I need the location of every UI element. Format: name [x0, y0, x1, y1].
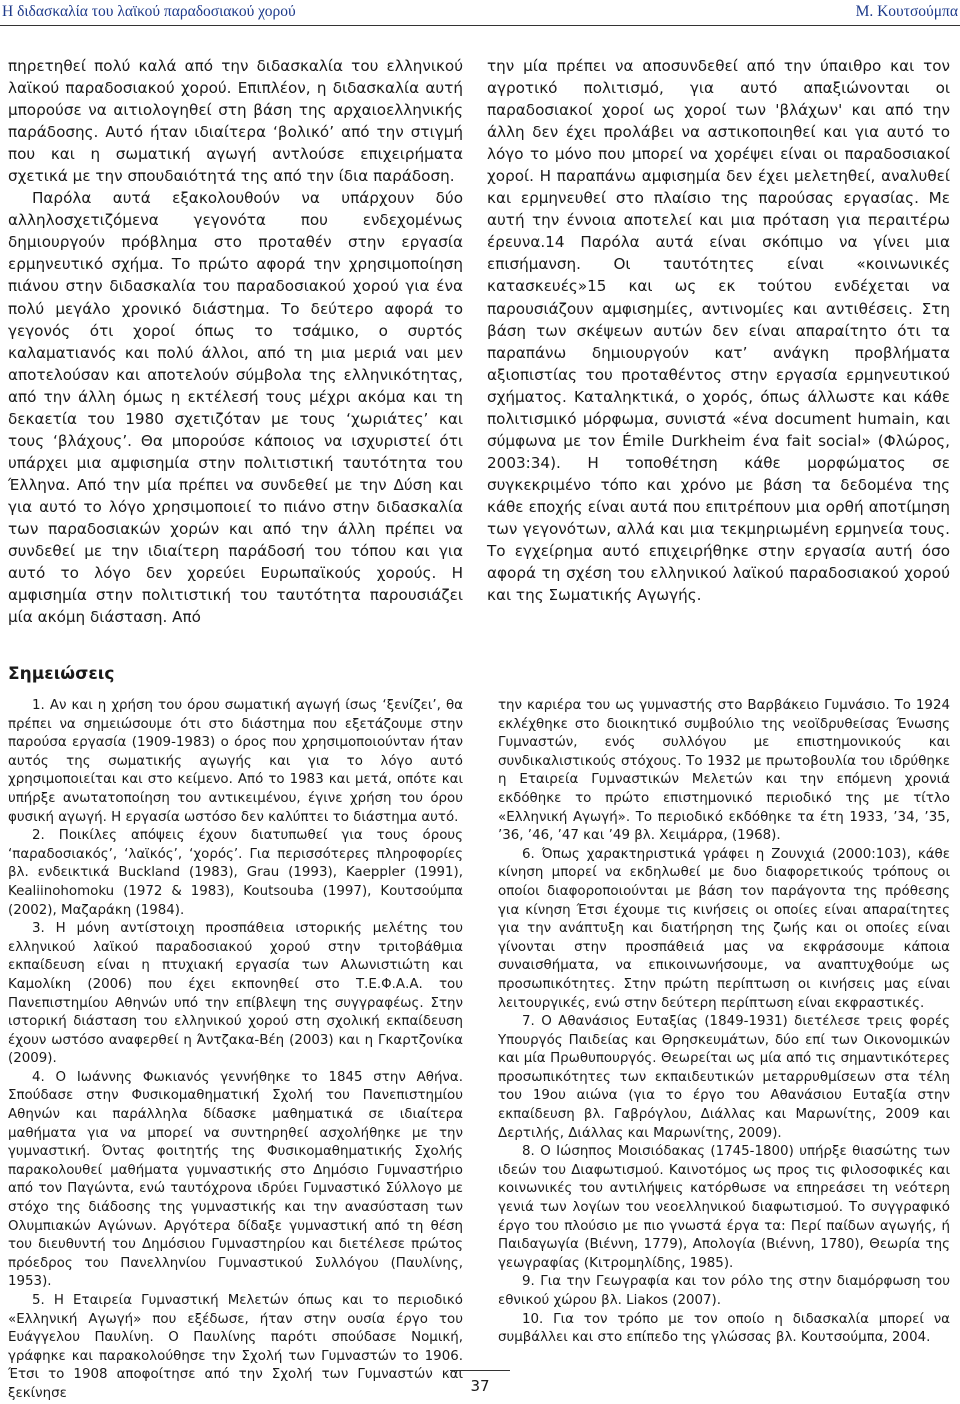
footnote: 8. Ο Ιώσηπος Μοισιόδακας (1745-1800) υπήρξε θιασώτης των ιδεών του Διαφωτισμού. Καινοτόμος ως προς τις φιλοσοφικές και κοινωνικές του αντιλήψεις κατόρθωσε να επηρεάσει τη νεότερη γενιά των λογίων του νεοελληνικού διαφωτισμού. Το συγγραφικό έργο του πλούσιο με πιο γνωστά έργα τα: Περί παίδων αγωγής, ή Παιδαγωγία (Βιέννη, 1779), Απολογία (Βιέννη, 1780), Θεωρία της γεωγραφίας (Κιτρομηλίδης, 1985).	[498, 1144, 950, 1271]
notes-column-left	[8, 697, 463, 1404]
footnote: 10. Για τον τρόπο με τον οποίο η διδασκαλία μπορεί να συμβάλλει και στο επίπεδο της γλώσσας βλ. Κουτσούμπα, 2004.	[498, 1311, 950, 1346]
footnote: 4. Ο Ιωάννης Φωκιανός γεννήθηκε το 1845 στην Αθήνα. Σπούδασε στην Φυσικομαθηματική Σχολή του Πανεπιστημίου Αθηνών και παράλληλα δίδασκε μαθηματικά σε ιδιαίτερα μαθήματα για να μπορεί να συντηρηθεί ασχολήθηκε με την γυμναστική. Όντας φοιτητής της Φυσικομαθηματικής Σχολής παρακολουθεί μαθήματα γυμναστικής στο Δημόσιο Γυμναστήριο από τον Παγώντα, ενώ ταυτόχρονα ιδρύει Γυμναστικό Σύλλογο με στόχο της διάδοσης της γυμναστικής και την ανασύσταση των Ολυμπιακών Αγώνων. Αργότερα δίδαξε γυμναστική από τη θέση του διευθυντή του Δημόσιου Γυμναστηρίου και διετέλεσε πρώτος πρόεδρος του Πανελληνίου Γυμναστικού Συλλόγου (Παυλίνης, 1953).	[8, 1069, 463, 1290]
footnote: 3. Η μόνη αντίστοιχη προσπάθεια ιστορικής μελέτης του ελληνικού λαϊκού παραδοσιακού χορού στην τριτοβάθμια εκπαίδευση είναι η πτυχιακή εργασία των Αλωνιστιώτη και Καμολίκη (2006) που έχει εκπονηθεί στο Τ.Ε.Φ.Α.Α. του Πανεπιστημίου Αθηνών υπό την επίβλεψη της συγγραφέως. Στην ιστορική διάσταση του ελληνικού χορού στη σχολική εκπαίδευση έχουν ωστόσο αναφερθεί η Άντζακα-Βέη (2003) και η Γκαρτζονίκα (2009).	[8, 921, 463, 1067]
footnote: 2. Ποικίλες απόψεις έχουν διατυπωθεί για τους όρους ‘παραδοσιακός’, ‘λαϊκός’, ‘χορός’. Για περισσότερες πληροφορίες βλ. ενδεικτικά Buckland (1983), Grau (1993), Kaeppler (1991), Kealiinohomoku (1972 & 1983), Koutsouba (1997), Κουτσούμπα (2002), Μαζαράκη (1984).	[8, 828, 463, 918]
body-paragraph: πηρετηθεί πολύ καλά από την διδασκαλία του ελληνικού λαϊκού παραδοσιακού χορού. Επιπλέον, η διδασκαλία αυτή μπορούσε να αιτιολογηθεί στη βάση της αρχαιοελληνικής παράδοσης. Αυτό ήταν ιδιαίτερα ‘βολικό’ από την στιγμή που και η σωματική αγωγή αντλούσε επιχειρήματα σχετικά με την σπουδαιότητά της από την ίδια παράδοση.	[8, 57, 463, 186]
footnote: 5. Η Εταιρεία Γυμναστική Μελετών όπως και το περιοδικό «Ελληνική Αγωγή» που εξέδωσε, ήταν στην ουσία έργο του Ευάγγελου Παυλίνη. Ο Παυλίνης παρότι σπούδασε Νομική, γράφηκε και παρακολούθησε την Σχολή των Γυμναστών το 1906. Έτσι το 1908 αποφοίτησε από την Σχολή των Γυμναστών και ξεκίνησε	[8, 1293, 463, 1401]
footnote-continuation: την καριέρα του ως γυμναστής στο Βαρβάκειο Γυμνάσιο. Το 1924 εκλέχθηκε στο διοικητικό συμβούλιο της νεοϊδρυθείσας Ένωσης Γυμναστών, ενός συλλόγου με επιστημονικούς και συνδικαλιστικούς στόχους. Το 1932 με πρωτοβουλία του ιδρύθηκε η Εταιρεία Γυμναστικών Μελετών και την επόμενη χρονιά εκδόθηκε το πρώτο επιστημονικό περιοδικό της με τίτλο «Ελληνική Αγωγή». Το περιοδικό εκδόθηκε τα έτη 1933, ’34, ’35, ’36, ’46, ’47 και ’49 βλ. Χειμάρρα, (1968).	[498, 698, 950, 844]
body-column-left	[8, 55, 463, 628]
running-header	[0, 0, 960, 26]
footnote: 6. Όπως χαρακτηριστικά γράφει η Ζουνχιά (2000:103), κάθε κίνηση μπορεί να εκδηλωθεί με δυο διαφορετικούς τρόπους οι οποίοι διαφοροποιούνται με βάση τον παράγοντα της πρόθεσης για κίνηση Έτσι έχουμε τις κινήσεις οι οποίες είναι απαραίτητες για την ανάπτυξη και διατήρηση της ζωής και οι οποίες είναι γίνονται στην προσπάθειά μας να εκφράσουμε κάποια συναισθήματα, να επικοινωνήσουμε, να αναπτυχθούμε ως προσωπικότητες. Στην πρώτη περίπτωση οι κινήσεις μας είναι λειτουργικές, ενώ στην δεύτερη περίπτωση είναι εκφραστικές.	[498, 846, 950, 1011]
header-author: Μ. Κουτσούμπα	[855, 3, 958, 20]
footnote: 1. Αν και η χρήση του όρου σωματική αγωγή ίσως ‘ξενίζει’, θα πρέπει να σημειώσουμε ότι στο διάστημα που εξετάζουμε στην παρούσα εργασία (1909-1983) ο όρος που χρησιμοποιούνταν ήταν αυτός της σωματικής αγωγής και για το λόγο αυτό χρησιμοποιείται και στο κείμενο. Από το 1983 και μετά, οπότε και υπήρξε ανωτατοποίηση του αντικειμένου, έγινε χρήση του όρου φυσική αγωγή. Η εργασία ωστόσο δεν καλύπτει το διάστημα αυτό.	[8, 698, 463, 825]
body-paragraph: Παρόλα αυτά εξακολουθούν να υπάρχουν δύο αλληλοσχετιζόμενα γεγονότα που ενδεχομένως δημιουργούν πρόβλημα στο προταθέν στην εργασία ερμηνευτικό σχήμα. Το πρώτο αφορά την χρησιμοποίηση πιάνου στην διδασκαλία του παραδοσιακού χορού για ένα πολύ μεγάλο χρονικό διάστημα. Το δεύτερο αφορά το γεγονός ότι χοροί όπως το τσάμικο, ο συρτός καλαματιανός και πολύ άλλοι, από τη μια μεριά ναι μεν αποτελούσαν και αποτελούν σύμβολα της ελληνικότητας, από την άλλη όμως η εκτέλεσή τους μέχρι ακόμα και τη δεκαετία του 1980 σχετιζόταν με τους ‘χωριάτες’ και τους ‘βλάχους’. Θα μπορούσε κάποιος να ισχυριστεί ότι υπάρχει μια αμφισημία στην πολιτιστική ταυτότητα του Έλληνα. Από την μία πρέπει να συνδεθεί με την Δύση και για αυτό το λόγο χρησιμοποιεί το πιάνο στην διδασκαλία των παραδοσιακών χορών και από την άλλη πρέπει να συνδεθεί με την ιδιαίτερη παράδοσή του τόπου και για αυτό το λόγο δεν χορεύει Ευρωπαϊκούς χορούς. Η αμφισημία στην πολιτιστική του ταυτότητα παρουσιάζει μία ακόμη διάσταση. Από	[8, 189, 463, 627]
page-number-value: 37	[450, 1370, 510, 1395]
page-number	[0, 1370, 960, 1395]
body-column-right	[487, 55, 950, 606]
body-paragraph: την μία πρέπει να αποσυνδεθεί από την ύπαιθρο και τον αγροτικό πολιτισμό, για αυτό απαξιώνονται οι παραδοσιακοί χοροί ως χοροί των 'βλάχων' και από την άλλη δεν έχει προλάβει να αστικοποιηθεί και για αυτό το λόγο το μόνο που μπορεί να χορέψει είναι οι παραδοσιακοί χοροί. Η παραπάνω αμφισημία δεν έχει μελετηθεί, αναλυθεί και ερμηνευθεί στο πλαίσιο της παρούσας εργασίας. Με αυτή την έννοια αποτελεί και μια πρόταση για περαιτέρω έρευνα.14 Παρόλα αυτά είναι σκόπιμο να γίνει μια επισήμανση. Οι ταυτότητες είναι «κοινωνικές κατασκευές»15 και ως εκ τούτου ενδέχεται να παρουσιάζουν αμφισημίες, αντινομίες και αντιθέσεις. Στη βάση των σκέψεων αυτών δεν είναι απαραίτητο ότι τα παραπάνω δημιουργούν κατ’ ανάγκη προβλήματα αξιοπιστίας του προταθέντος στην εργασία ερμηνευτικού σχήματος. Καταληκτικά, ο χορός, όπως άλλωστε και κάθε πολιτισμικό μόρφωμα, συνιστά «ένα document humain, και σύμφωνα με τον Émile Durkheim ένα fait social» (Φλώρος, 2003:34). Η τοποθέτηση κάθε μορφώματος σε συγκεκριμένο τόπο και χρόνο με βάση τα δεδομένα της κάθε εποχής είναι αυτά που επιτρέπουν μια ορθή αποτίμηση των γεγονότων, αλλά και μια τεκμηριωμένη ερμηνεία τους. Το εγχείρημα αυτό επιχειρήθηκε στην εργασία αυτή όσο αφορά τη σχέση του ελληνικού λαϊκού παραδοσιακού χορού και της Σωματικής Αγωγής.	[487, 57, 950, 605]
notes-heading: Σημειώσεις	[8, 664, 115, 684]
footnote: 9. Για την Γεωγραφία και τον ρόλο της στην διαμόρφωση του εθνικού χώρου βλ. Liakos (2007).	[498, 1274, 950, 1308]
notes-column-right	[498, 697, 950, 1348]
header-title: Η διδασκαλία του λαϊκού παραδοσιακού χορού	[2, 3, 296, 20]
footnote: 7. Ο Αθανάσιος Ευταξίας (1849-1931) διετέλεσε τρεις φορές Υπουργός Παιδείας και Θρησκευμάτων, δύο επί των Οικονομικών και μία Πρωθυπουργός. Θεωρείται ως μία από τις σημαντικότερες προσωπικότητες των εκπαιδευτικών μεταρρυθμίσεων στα τέλη του 19ου αιώνα (για το έργο του Αθανάσιου Ευταξία στην εκπαίδευση βλ. Γαβρόγλου, Διάλλας και Μαρωνίτης, 2009 και Δερτιλής, Διάλλας και Μαρωνίτης, 2009).	[498, 1014, 950, 1141]
